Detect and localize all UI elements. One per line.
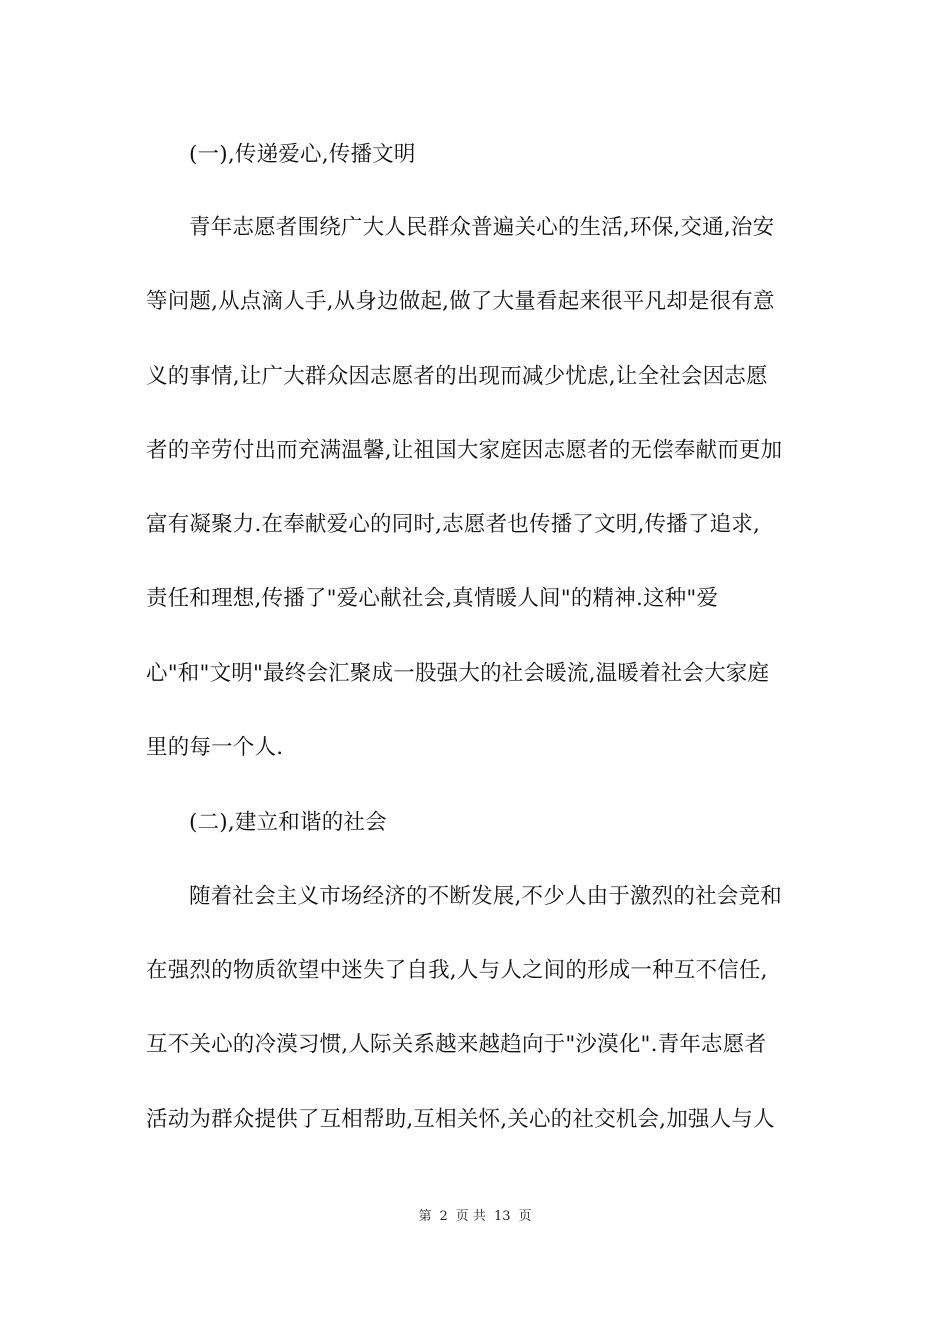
paragraph-line: 里的每一个人. (146, 735, 284, 760)
section-heading-2: (二),建立和谐的社会 (189, 810, 387, 835)
paragraph-line: 活动为群众提供了互相帮助,互相关怀,关心的社交机会,加强人与人 (146, 1107, 775, 1132)
paragraph-line: 随着社会主义市场经济的不断发展,不少人由于激烈的社会竞和 (189, 884, 782, 909)
paragraph-line: 心"和"文明"最终会汇聚成一股强大的社会暖流,温暖着社会大家庭 (146, 661, 770, 686)
paragraph-line: 在强烈的物质欲望中迷失了自我,人与人之间的形成一种互不信任, (146, 958, 768, 983)
page-footer (0, 1208, 950, 1226)
paragraph-line: 责任和理想,传播了"爱心献社会,真情暖人间"的精神.这种"爱 (146, 586, 719, 611)
paragraph-line: 富有凝聚力.在奉献爱心的同时,志愿者也传播了文明,传播了追求, (146, 512, 761, 537)
footer-mid: 页 共 (455, 1209, 486, 1224)
footer-suffix: 页 (518, 1209, 532, 1224)
footer-prefix: 第 (418, 1209, 432, 1224)
paragraph-line: 等问题,从点滴人手,从身边做起,做了大量看起来很平凡却是很有意 (146, 289, 775, 314)
paragraph-line: 义的事情,让广大群众因志愿者的出现而减少忧虑,让全社会因志愿 (146, 364, 768, 389)
paragraph-line: 者的辛劳付出而充满温馨,让祖国大家庭因志愿者的无偿奉献而更加 (146, 438, 783, 463)
paragraph-line: 互不关心的冷漠习惯,人际关系越来越趋向于"沙漠化".青年志愿者 (146, 1032, 767, 1057)
section-heading-1: (一),传递爱心,传播文明 (189, 142, 416, 167)
paragraph-line: 青年志愿者围绕广大人民群众普遍关心的生活,环保,交通,治安 (189, 215, 775, 240)
total-pages: 13 (493, 1209, 511, 1224)
page-number: 2 (439, 1209, 448, 1224)
